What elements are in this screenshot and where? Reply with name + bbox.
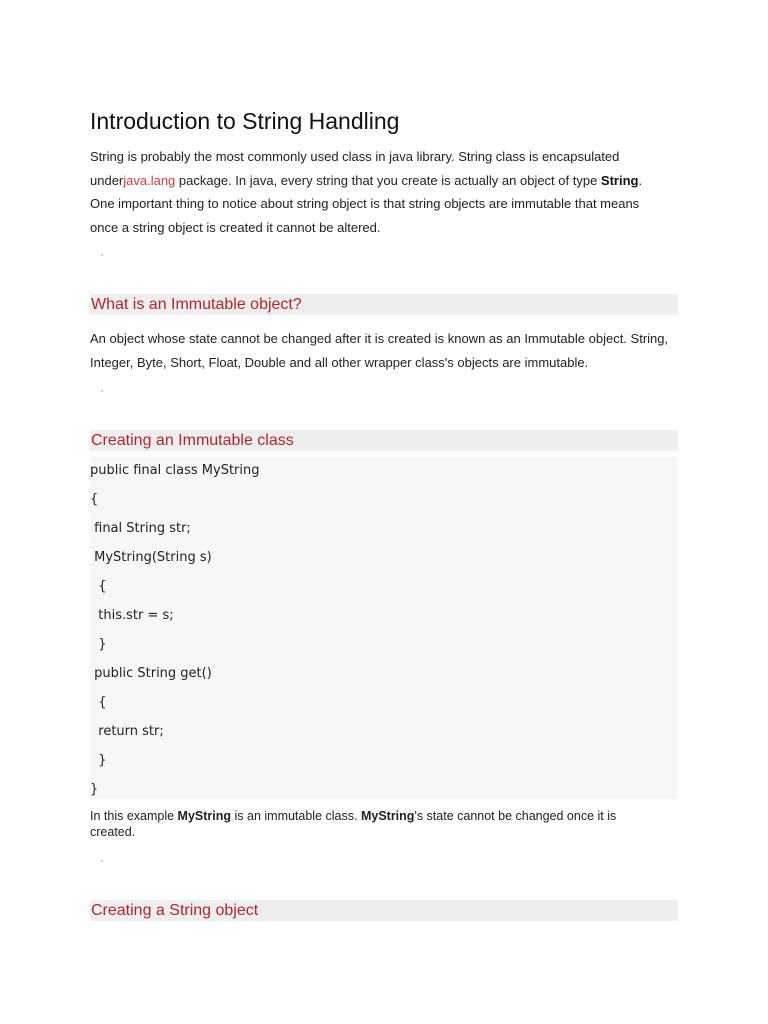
code-line: public String get() (90, 666, 212, 681)
java-lang-link[interactable]: java.lang (123, 172, 176, 188)
intro-text-package: package. In java, every string that you create is actually an object of type (175, 172, 601, 188)
section-heading-bar (90, 430, 678, 451)
note-text: is an immutable class. (231, 809, 361, 823)
intro-line-2 (90, 169, 678, 193)
code-line: this.str = s; (90, 608, 174, 623)
intro-line-4: once a string object is created it cannot be altered. (90, 219, 381, 235)
note-text: 's state cannot be changed once it is (414, 809, 617, 823)
code-line: { (90, 695, 107, 710)
section-heading-immutable-class: Creating an Immutable class (91, 432, 294, 449)
intro-text-under: under (90, 172, 124, 188)
intro-bold-string: String (600, 172, 639, 188)
intro-line-3: One important thing to notice about string object is that string objects are immutable that means (90, 196, 640, 211)
example-note (90, 808, 670, 840)
note-bold-mystring: MyString (177, 809, 232, 823)
immutable-line-2: Integer, Byte, Short, Float, Double and all other wrapper class's objects are immutable. (90, 354, 589, 370)
code-block (90, 457, 678, 799)
intro-period: . (638, 172, 643, 188)
immutable-object-paragraph (90, 327, 678, 374)
code-line: public final class MyString (90, 463, 260, 478)
section-heading-bar (90, 900, 678, 921)
intro-paragraph (90, 145, 678, 239)
note-line-2: created. (90, 825, 136, 839)
note-line-1 (90, 808, 670, 824)
separator-dot (101, 860, 103, 862)
code-line: return str; (90, 724, 164, 739)
code-line: } (90, 637, 107, 652)
section-heading-immutable-object: What is an Immutable object? (91, 296, 302, 313)
note-text: In this example (90, 809, 178, 823)
code-line: } (90, 782, 99, 797)
section-heading-bar (90, 294, 678, 315)
code-line: { (90, 492, 99, 507)
immutable-line-1: An object whose state cannot be changed after it is created is known as an Immutable object. String, (90, 331, 669, 346)
code-line: final String str; (90, 521, 191, 536)
section-heading-string-object: Creating a String object (91, 902, 259, 919)
separator-dot (101, 254, 103, 256)
separator-dot (101, 390, 103, 392)
page-title: Introduction to String Handling (90, 108, 400, 134)
intro-line-1: String is probably the most commonly used class in java library. String class is encapsulated (90, 149, 620, 164)
note-bold-mystring: MyString (360, 809, 415, 823)
code-line: } (90, 753, 107, 768)
code-line: { (90, 579, 107, 594)
code-line: MyString(String s) (90, 550, 212, 565)
